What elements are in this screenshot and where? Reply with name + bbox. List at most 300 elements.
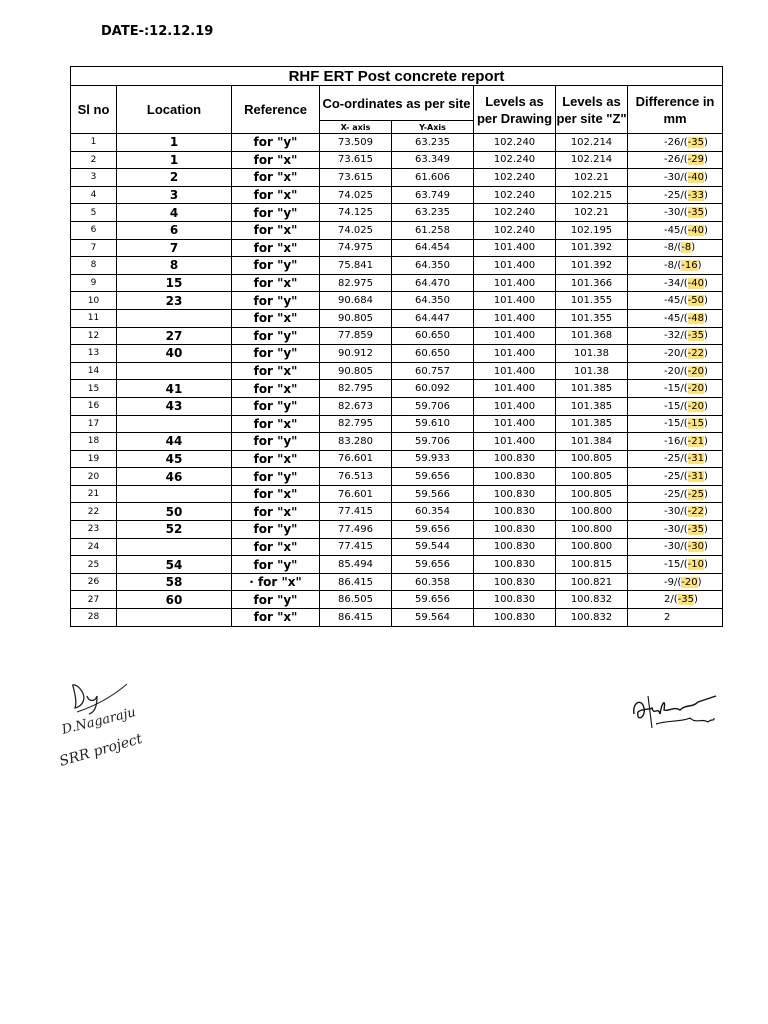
cell-loc: 8 — [117, 257, 232, 275]
cell-sl: 5 — [71, 204, 117, 222]
cell-sl: 2 — [71, 151, 117, 169]
cell-lvd: 101.400 — [474, 292, 556, 310]
cell-y: 59.544 — [392, 538, 474, 556]
cell-ref: for "x" — [232, 538, 320, 556]
cell-lvs: 101.385 — [556, 415, 628, 433]
cell-x: 77.415 — [320, 538, 392, 556]
signature-project: SRR project — [57, 730, 145, 770]
difference-measured: -45/( — [664, 224, 688, 236]
table-row — [71, 204, 723, 222]
cell-sl: 28 — [71, 609, 117, 627]
difference-highlighted: -20 — [687, 400, 704, 412]
difference-highlighted: -48 — [687, 312, 704, 324]
cell-ref: for "y" — [232, 345, 320, 363]
table-row — [71, 380, 723, 398]
cell-lvs: 100.800 — [556, 538, 628, 556]
cell-loc: 41 — [117, 380, 232, 398]
cell-x: 74.025 — [320, 221, 392, 239]
cell-y: 60.757 — [392, 362, 474, 380]
difference-close: ) — [703, 224, 708, 236]
difference-close: ) — [703, 207, 708, 219]
cell-difference — [628, 415, 723, 433]
cell-lvd: 100.830 — [474, 503, 556, 521]
cell-sl: 7 — [71, 239, 117, 257]
cell-y: 64.350 — [392, 257, 474, 275]
cell-x: 77.415 — [320, 503, 392, 521]
difference-measured: -30/( — [664, 523, 688, 535]
cell-y: 63.235 — [392, 204, 474, 222]
difference-highlighted: -31 — [687, 453, 704, 465]
cell-y: 64.454 — [392, 239, 474, 257]
cell-y: 63.349 — [392, 151, 474, 169]
cell-y: 59.656 — [392, 591, 474, 609]
cell-ref: for "x" — [232, 151, 320, 169]
cell-lvs: 100.832 — [556, 591, 628, 609]
cell-difference — [628, 257, 723, 275]
difference-close: ) — [703, 471, 708, 483]
cell-x: 83.280 — [320, 433, 392, 451]
table-row — [71, 221, 723, 239]
cell-difference — [628, 327, 723, 345]
cell-difference — [628, 186, 723, 204]
cell-difference — [628, 169, 723, 187]
difference-close: ) — [703, 171, 708, 183]
cell-x: 73.615 — [320, 169, 392, 187]
cell-ref: for "y" — [232, 397, 320, 415]
table-row — [71, 327, 723, 345]
table-row — [71, 397, 723, 415]
cell-sl: 14 — [71, 362, 117, 380]
difference-measured: -25/( — [664, 189, 688, 201]
difference-highlighted: -40 — [687, 171, 704, 183]
cell-sl: 21 — [71, 485, 117, 503]
cell-y: 60.358 — [392, 573, 474, 591]
difference-highlighted: -50 — [687, 295, 704, 307]
difference-highlighted: -20 — [687, 383, 704, 395]
cell-lvd: 100.830 — [474, 485, 556, 503]
cell-loc — [117, 538, 232, 556]
difference-measured: -25/( — [664, 488, 688, 500]
table-row — [71, 309, 723, 327]
cell-ref: for "y" — [232, 204, 320, 222]
table-row — [71, 186, 723, 204]
cell-lvd: 101.400 — [474, 257, 556, 275]
cell-ref: for "x" — [232, 415, 320, 433]
difference-close: ) — [703, 559, 708, 571]
difference-measured: 2 — [664, 611, 671, 623]
cell-loc: 44 — [117, 433, 232, 451]
cell-x: 74.975 — [320, 239, 392, 257]
difference-measured: -20/( — [664, 347, 688, 359]
cell-sl: 9 — [71, 274, 117, 292]
header-difference: Difference in mm — [628, 86, 723, 134]
cell-lvs: 101.392 — [556, 257, 628, 275]
difference-measured: -8/( — [664, 242, 682, 254]
cell-y: 59.933 — [392, 450, 474, 468]
cell-sl: 26 — [71, 573, 117, 591]
difference-close: ) — [703, 312, 708, 324]
cell-x: 86.415 — [320, 573, 392, 591]
cell-x: 76.601 — [320, 450, 392, 468]
difference-highlighted: -8 — [681, 242, 692, 254]
table-row — [71, 151, 723, 169]
table-row — [71, 503, 723, 521]
cell-lvs: 100.815 — [556, 556, 628, 574]
cell-difference — [628, 362, 723, 380]
difference-highlighted: -25 — [687, 488, 704, 500]
cell-difference — [628, 239, 723, 257]
cell-ref: for "x" — [232, 186, 320, 204]
cell-lvs: 102.195 — [556, 221, 628, 239]
difference-close: ) — [703, 418, 708, 430]
cell-lvd: 100.830 — [474, 591, 556, 609]
cell-loc: 50 — [117, 503, 232, 521]
cell-ref: for "x" — [232, 169, 320, 187]
difference-highlighted: -30 — [687, 541, 704, 553]
cell-lvs: 100.800 — [556, 521, 628, 539]
difference-highlighted: -40 — [687, 277, 704, 289]
cell-y: 63.749 — [392, 186, 474, 204]
difference-highlighted: -35 — [687, 523, 704, 535]
table-row — [71, 415, 723, 433]
cell-lvs: 102.21 — [556, 169, 628, 187]
cell-loc — [117, 609, 232, 627]
cell-y: 59.564 — [392, 609, 474, 627]
table-row — [71, 485, 723, 503]
difference-measured: -20/( — [664, 365, 688, 377]
difference-close: ) — [703, 295, 708, 307]
cell-loc: 1 — [117, 134, 232, 152]
header-y-axis: Y-Axis — [392, 121, 474, 134]
cell-difference — [628, 538, 723, 556]
cell-y: 63.235 — [392, 134, 474, 152]
cell-lvd: 101.400 — [474, 362, 556, 380]
cell-difference — [628, 345, 723, 363]
cell-y: 61.606 — [392, 169, 474, 187]
cell-x: 90.912 — [320, 345, 392, 363]
cell-y: 59.706 — [392, 433, 474, 451]
cell-lvd: 100.830 — [474, 538, 556, 556]
cell-ref: for "x" — [232, 221, 320, 239]
cell-difference — [628, 274, 723, 292]
cell-ref: for "x" — [232, 239, 320, 257]
header-sl-no: Sl no — [71, 86, 117, 134]
table-row — [71, 345, 723, 363]
cell-lvd: 100.830 — [474, 450, 556, 468]
header-coordinates: Co-ordinates as per site — [320, 86, 474, 121]
difference-highlighted: -35 — [687, 207, 704, 219]
cell-loc: 45 — [117, 450, 232, 468]
difference-close: ) — [703, 488, 708, 500]
cell-loc — [117, 415, 232, 433]
cell-y: 60.650 — [392, 327, 474, 345]
difference-highlighted: -35 — [687, 136, 704, 148]
cell-loc: 7 — [117, 239, 232, 257]
cell-difference — [628, 591, 723, 609]
difference-highlighted: -10 — [687, 559, 704, 571]
cell-x: 77.859 — [320, 327, 392, 345]
difference-measured: -25/( — [664, 471, 688, 483]
difference-measured: -15/( — [664, 400, 688, 412]
cell-lvd: 101.400 — [474, 327, 556, 345]
difference-measured: -30/( — [664, 207, 688, 219]
cell-y: 60.650 — [392, 345, 474, 363]
cell-ref: for "y" — [232, 134, 320, 152]
cell-difference — [628, 397, 723, 415]
cell-x: 82.673 — [320, 397, 392, 415]
difference-highlighted: -35 — [687, 330, 704, 342]
difference-measured: -30/( — [664, 541, 688, 553]
cell-x: 73.615 — [320, 151, 392, 169]
difference-close: ) — [693, 594, 698, 606]
cell-x: 82.975 — [320, 274, 392, 292]
difference-highlighted: -22 — [687, 506, 704, 518]
cell-lvd: 100.830 — [474, 573, 556, 591]
cell-lvs: 101.385 — [556, 380, 628, 398]
cell-lvd: 101.400 — [474, 415, 556, 433]
cell-lvs: 101.38 — [556, 362, 628, 380]
difference-close: ) — [691, 242, 696, 254]
cell-lvs: 101.384 — [556, 433, 628, 451]
table-row — [71, 257, 723, 275]
signature-left — [55, 672, 190, 782]
table-row — [71, 433, 723, 451]
report-title: RHF ERT Post concrete report — [71, 67, 723, 86]
cell-sl: 23 — [71, 521, 117, 539]
cell-lvs: 100.832 — [556, 609, 628, 627]
cell-difference — [628, 134, 723, 152]
difference-close: ) — [703, 189, 708, 201]
cell-sl: 18 — [71, 433, 117, 451]
cell-y: 59.656 — [392, 521, 474, 539]
cell-lvs: 102.214 — [556, 134, 628, 152]
cell-lvd: 100.830 — [474, 556, 556, 574]
difference-highlighted: -33 — [687, 189, 704, 201]
cell-difference — [628, 503, 723, 521]
table-row — [71, 556, 723, 574]
table-row — [71, 134, 723, 152]
cell-lvd: 101.400 — [474, 397, 556, 415]
difference-highlighted: -31 — [687, 471, 704, 483]
cell-loc: 54 — [117, 556, 232, 574]
cell-loc: 58 — [117, 573, 232, 591]
cell-ref: for "y" — [232, 292, 320, 310]
header-levels-drawing: Levels as per Drawing — [474, 86, 556, 134]
cell-x: 75.841 — [320, 257, 392, 275]
cell-loc: 15 — [117, 274, 232, 292]
cell-lvd: 101.400 — [474, 380, 556, 398]
table-row — [71, 239, 723, 257]
difference-close: ) — [703, 383, 708, 395]
cell-loc: 60 — [117, 591, 232, 609]
difference-measured: -15/( — [664, 418, 688, 430]
difference-close: ) — [703, 541, 708, 553]
cell-sl: 13 — [71, 345, 117, 363]
table-row — [71, 450, 723, 468]
cell-loc: 1 — [117, 151, 232, 169]
cell-ref: for "x" — [232, 503, 320, 521]
signature-name: D.Nagaraju — [60, 705, 138, 738]
cell-loc: 27 — [117, 327, 232, 345]
table-row — [71, 169, 723, 187]
difference-highlighted: -35 — [677, 594, 694, 606]
difference-measured: -26/( — [664, 154, 688, 166]
cell-y: 61.258 — [392, 221, 474, 239]
cell-ref: for "x" — [232, 274, 320, 292]
cell-lvd: 100.830 — [474, 521, 556, 539]
table-row — [71, 591, 723, 609]
difference-close: ) — [703, 277, 708, 289]
cell-difference — [628, 221, 723, 239]
difference-close: ) — [697, 259, 702, 271]
cell-lvd: 102.240 — [474, 134, 556, 152]
table-row — [71, 609, 723, 627]
cell-lvd: 101.400 — [474, 433, 556, 451]
cell-sl: 12 — [71, 327, 117, 345]
cell-sl: 8 — [71, 257, 117, 275]
cell-x: 74.025 — [320, 186, 392, 204]
cell-lvs: 100.821 — [556, 573, 628, 591]
difference-measured: -45/( — [664, 295, 688, 307]
difference-measured: -8/( — [664, 259, 682, 271]
difference-measured: -16/( — [664, 435, 688, 447]
table-row — [71, 292, 723, 310]
difference-measured: -30/( — [664, 506, 688, 518]
cell-loc — [117, 362, 232, 380]
cell-ref: for "y" — [232, 556, 320, 574]
difference-close: ) — [703, 365, 708, 377]
table-row — [71, 274, 723, 292]
cell-lvd: 101.400 — [474, 309, 556, 327]
cell-sl: 24 — [71, 538, 117, 556]
cell-lvs: 100.805 — [556, 485, 628, 503]
cell-sl: 19 — [71, 450, 117, 468]
cell-y: 64.350 — [392, 292, 474, 310]
cell-difference — [628, 450, 723, 468]
cell-difference — [628, 609, 723, 627]
difference-close: ) — [703, 400, 708, 412]
header-levels-site: Levels as per site "Z" — [556, 86, 628, 134]
cell-sl: 20 — [71, 468, 117, 486]
report-table — [70, 66, 723, 627]
cell-x: 76.513 — [320, 468, 392, 486]
cell-lvs: 100.805 — [556, 450, 628, 468]
cell-loc: 23 — [117, 292, 232, 310]
cell-lvs: 101.385 — [556, 397, 628, 415]
table-row — [71, 521, 723, 539]
cell-sl: 22 — [71, 503, 117, 521]
table-row — [71, 538, 723, 556]
table-body — [71, 134, 723, 627]
difference-measured: -25/( — [664, 453, 688, 465]
cell-x: 73.509 — [320, 134, 392, 152]
difference-close: ) — [703, 435, 708, 447]
cell-lvs: 101.366 — [556, 274, 628, 292]
cell-difference — [628, 292, 723, 310]
header-x-axis: X- axis — [320, 121, 392, 134]
cell-difference — [628, 485, 723, 503]
cell-difference — [628, 380, 723, 398]
cell-y: 59.656 — [392, 468, 474, 486]
cell-x: 82.795 — [320, 415, 392, 433]
cell-loc: 6 — [117, 221, 232, 239]
cell-ref: for "y" — [232, 521, 320, 539]
cell-difference — [628, 151, 723, 169]
difference-close: ) — [703, 154, 708, 166]
cell-loc — [117, 485, 232, 503]
cell-x: 86.415 — [320, 609, 392, 627]
cell-lvs: 101.392 — [556, 239, 628, 257]
cell-loc: 3 — [117, 186, 232, 204]
cell-lvs: 101.38 — [556, 345, 628, 363]
cell-sl: 15 — [71, 380, 117, 398]
cell-lvs: 101.368 — [556, 327, 628, 345]
cell-loc: 40 — [117, 345, 232, 363]
table-row — [71, 573, 723, 591]
difference-highlighted: -15 — [687, 418, 704, 430]
cell-loc: 43 — [117, 397, 232, 415]
header-location: Location — [117, 86, 232, 134]
cell-ref: for "x" — [232, 609, 320, 627]
cell-difference — [628, 573, 723, 591]
difference-highlighted: -16 — [681, 259, 698, 271]
difference-close: ) — [697, 576, 702, 588]
header-reference: Reference — [232, 86, 320, 134]
cell-sl: 3 — [71, 169, 117, 187]
difference-close: ) — [703, 330, 708, 342]
cell-lvs: 101.355 — [556, 309, 628, 327]
cell-difference — [628, 433, 723, 451]
difference-measured: -32/( — [664, 330, 688, 342]
cell-y: 59.656 — [392, 556, 474, 574]
report-date: DATE-:12.12.19 — [101, 24, 214, 39]
difference-measured: -34/( — [664, 277, 688, 289]
difference-close: ) — [703, 506, 708, 518]
cell-ref: for "x" — [232, 485, 320, 503]
difference-highlighted: -22 — [687, 347, 704, 359]
difference-measured: 2/( — [664, 594, 678, 606]
difference-measured: -45/( — [664, 312, 688, 324]
difference-highlighted: -20 — [681, 576, 698, 588]
difference-measured: -15/( — [664, 383, 688, 395]
cell-x: 74.125 — [320, 204, 392, 222]
cell-loc — [117, 309, 232, 327]
cell-difference — [628, 556, 723, 574]
cell-y: 59.706 — [392, 397, 474, 415]
cell-sl: 17 — [71, 415, 117, 433]
signature-right — [628, 688, 724, 736]
cell-difference — [628, 521, 723, 539]
difference-close: ) — [703, 347, 708, 359]
cell-ref: for "x" — [232, 380, 320, 398]
cell-sl: 4 — [71, 186, 117, 204]
cell-sl: 27 — [71, 591, 117, 609]
cell-x: 77.496 — [320, 521, 392, 539]
cell-ref: for "x" — [232, 362, 320, 380]
cell-sl: 1 — [71, 134, 117, 152]
difference-highlighted: -29 — [687, 154, 704, 166]
cell-lvd: 102.240 — [474, 221, 556, 239]
cell-x: 90.805 — [320, 309, 392, 327]
cell-sl: 16 — [71, 397, 117, 415]
cell-x: 86.505 — [320, 591, 392, 609]
difference-measured: -15/( — [664, 559, 688, 571]
cell-loc: 4 — [117, 204, 232, 222]
cell-x: 90.805 — [320, 362, 392, 380]
cell-difference — [628, 204, 723, 222]
difference-measured: -30/( — [664, 171, 688, 183]
difference-measured: -9/( — [664, 576, 682, 588]
